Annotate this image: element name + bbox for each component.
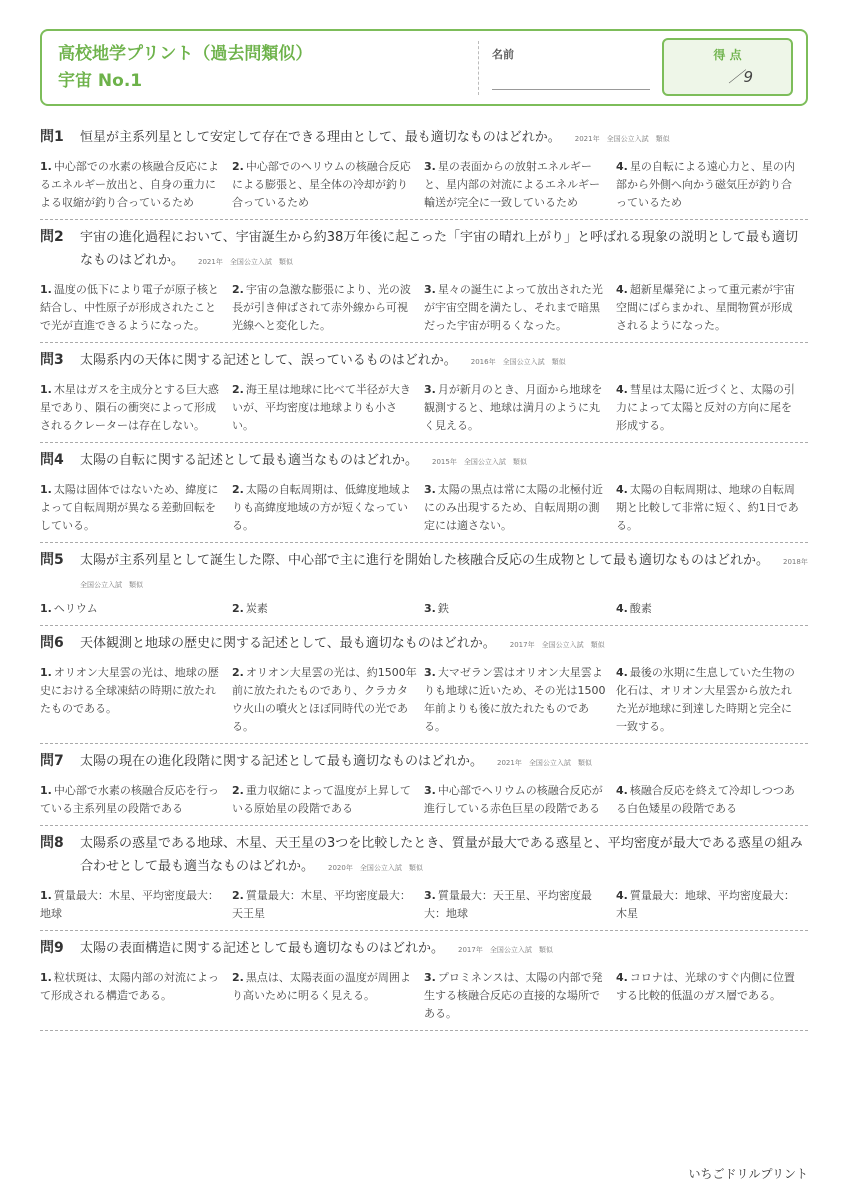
question-7 xyxy=(40,744,808,826)
footer-brand: いちごドリルプリント xyxy=(688,1167,808,1181)
choice-4[interactable] xyxy=(616,281,808,335)
choice-text: 重力収縮によって温度が上昇している原始星の段階である xyxy=(232,784,411,815)
choice-text: 黒点は、太陽表面の温度が周囲より高いために明るく見える。 xyxy=(232,971,411,1002)
choice-3[interactable] xyxy=(424,158,616,212)
choice-number: 3. xyxy=(424,784,436,797)
choice-text: 太陽の自転周期は、低緯度地域よりも高緯度地域の方が短くなっている。 xyxy=(232,483,411,532)
question-source: 2021年 全国公立入試 類似 xyxy=(497,759,592,767)
question-source: 2017年 全国公立入試 類似 xyxy=(458,946,553,954)
choice-text: オリオン大星雲の光は、地球の歴史における全球凍結の時期に放たれたものである。 xyxy=(40,666,219,715)
choice-1[interactable] xyxy=(40,158,232,212)
choice-text: 星の表面からの放射エネルギーと、星内部の対流によるエネルギー輸送が完全に一致しているため xyxy=(424,160,600,209)
choice-2[interactable] xyxy=(232,664,424,736)
choice-number: 1. xyxy=(40,483,52,496)
choice-text: 中心部でのヘリウムの核融合反応による膨張と、星全体の冷却が釣り合っているため xyxy=(232,160,411,209)
choice-1[interactable] xyxy=(40,969,232,1023)
worksheet-subtitle: 宇宙 No.1 xyxy=(58,71,143,91)
choice-3[interactable] xyxy=(424,281,616,335)
choice-number: 4. xyxy=(616,283,628,296)
name-label: 名前 xyxy=(492,48,514,61)
choice-4[interactable] xyxy=(616,887,808,923)
question-number: 問6 xyxy=(40,635,64,651)
question-source: 2015年 全国公立入試 類似 xyxy=(432,458,527,466)
question-number: 問9 xyxy=(40,940,64,956)
choice-list xyxy=(40,969,808,1023)
choice-2[interactable] xyxy=(232,969,424,1023)
worksheet-title: 高校地学プリント（過去問類似） xyxy=(58,44,313,64)
choice-4[interactable] xyxy=(616,664,808,736)
question-head xyxy=(40,226,808,272)
choice-text: 大マゼラン雲はオリオン大星雲よりも地球に近いため、その光は1500年前よりも後に放たれたものである。 xyxy=(424,666,606,733)
title-block xyxy=(58,41,312,95)
question-6 xyxy=(40,626,808,744)
choice-number: 4. xyxy=(616,784,628,797)
choice-list xyxy=(40,281,808,335)
choice-text: 質量最大：木星、平均密度最大：天王星 xyxy=(232,889,411,920)
question-9 xyxy=(40,931,808,1031)
question-source: 2018年 全国公立入試 類似 xyxy=(80,558,815,589)
choice-text: 宇宙の急激な膨張により、光の波長が引き伸ばされて赤外線から可視光線へと変化した。 xyxy=(232,283,411,332)
choice-2[interactable] xyxy=(232,481,424,535)
choice-text: 中心部で水素の核融合反応を行っている主系列星の段階である xyxy=(40,784,219,815)
choice-number: 3. xyxy=(424,971,436,984)
question-1 xyxy=(40,120,808,220)
choice-number: 2. xyxy=(232,784,244,797)
choice-3[interactable] xyxy=(424,969,616,1023)
choice-2[interactable] xyxy=(232,600,424,618)
choice-1[interactable] xyxy=(40,481,232,535)
choice-text: 太陽の自転周期は、地球の自転周期と比較して非常に短く、約1日である。 xyxy=(616,483,799,532)
question-head xyxy=(40,126,808,149)
question-number: 問4 xyxy=(40,452,64,468)
worksheet-header xyxy=(40,29,808,106)
choice-list xyxy=(40,381,808,435)
question-text: 太陽の現在の進化段階に関する記述として最も適切なものはどれか。 xyxy=(80,754,484,769)
question-text: 宇宙の進化過程において、宇宙誕生から約38万年後に起こった「宇宙の晴れ上がり」と呼ばれる現象の説明として最も適切なものはどれか。 xyxy=(80,230,799,268)
choice-text: 太陽は固体ではないため、緯度によって自転周期が異なる差動回転をしている。 xyxy=(40,483,219,532)
choice-1[interactable] xyxy=(40,600,232,618)
question-text: 太陽の表面構造に関する記述として最も適切なものはどれか。 xyxy=(80,941,445,956)
choice-list xyxy=(40,158,808,212)
choice-number: 1. xyxy=(40,602,52,615)
question-head xyxy=(40,750,808,773)
question-source: 2017年 全国公立入試 類似 xyxy=(509,641,605,649)
choice-number: 3. xyxy=(424,283,436,296)
choice-2[interactable] xyxy=(232,381,424,435)
choice-1[interactable] xyxy=(40,887,232,923)
question-source: 2016年 全国公立入試 類似 xyxy=(470,358,566,366)
choice-text: 月が新月のとき、月面から地球を観測すると、地球は満月のように丸く見える。 xyxy=(424,383,603,432)
question-source: 2021年 全国公立入試 類似 xyxy=(198,258,293,266)
question-head xyxy=(40,449,808,472)
name-field[interactable] xyxy=(492,89,650,90)
question-source: 2021年 全国公立入試 類似 xyxy=(574,135,670,143)
choice-3[interactable] xyxy=(424,600,616,618)
question-number: 問8 xyxy=(40,835,64,851)
choice-number: 2. xyxy=(232,971,244,984)
choice-number: 2. xyxy=(232,602,244,615)
choice-text: 星々の誕生によって放出された光が宇宙空間を満たし、それまで暗黒だった宇宙が明るくなった。 xyxy=(424,283,603,332)
question-head xyxy=(40,937,808,960)
choice-1[interactable] xyxy=(40,281,232,335)
choice-text: 質量最大：地球、平均密度最大：木星 xyxy=(616,889,795,920)
choice-number: 3. xyxy=(424,889,436,902)
score-label: 得 点 xyxy=(713,48,742,62)
question-3 xyxy=(40,343,808,443)
choice-list xyxy=(40,600,808,618)
choice-4[interactable] xyxy=(616,158,808,212)
question-2 xyxy=(40,220,808,343)
choice-number: 4. xyxy=(616,971,628,984)
question-text: 太陽の自転に関する記述として最も適当なものはどれか。 xyxy=(80,453,419,468)
choice-text: 炭素 xyxy=(245,602,268,615)
choice-number: 4. xyxy=(616,889,628,902)
choice-1[interactable] xyxy=(40,782,232,818)
question-head xyxy=(40,349,808,372)
choice-text: 温度の低下により電子が原子核と結合し、中性原子が形成されたことで光が直進できるようになった。 xyxy=(40,283,219,332)
choice-list xyxy=(40,887,808,923)
choice-number: 1. xyxy=(40,383,52,396)
choice-text: 鉄 xyxy=(437,602,449,615)
choice-4[interactable] xyxy=(616,481,808,535)
question-number: 問5 xyxy=(40,552,64,568)
choice-2[interactable] xyxy=(232,782,424,818)
choice-text: 彗星は太陽に近づくと、太陽の引力によって太陽と反対の方向に尾を形成する。 xyxy=(616,383,795,432)
question-text: 恒星が主系列星として安定して存在できる理由として、最も適切なものはどれか。 xyxy=(80,130,561,145)
choice-number: 1. xyxy=(40,160,52,173)
choice-text: 太陽の黒点は常に太陽の北極付近にのみ出現するため、自転周期の測定には適さない。 xyxy=(424,483,603,532)
choice-1[interactable] xyxy=(40,381,232,435)
choice-3[interactable] xyxy=(424,381,616,435)
question-number: 問2 xyxy=(40,229,64,245)
question-text: 太陽系内の天体に関する記述として、誤っているものはどれか。 xyxy=(80,353,457,368)
question-source: 2020年 全国公立入試 類似 xyxy=(328,864,423,872)
choice-number: 2. xyxy=(232,483,244,496)
choice-text: 星の自転による遠心力と、星の内部から外側へ向かう磁気圧が釣り合っているため xyxy=(616,160,795,209)
choice-text: 質量最大：木星、平均密度最大：地球 xyxy=(40,889,219,920)
choice-number: 1. xyxy=(40,666,52,679)
choice-number: 2. xyxy=(232,160,244,173)
choice-3[interactable] xyxy=(424,481,616,535)
question-text: 天体観測と地球の歴史に関する記述として、最も適切なものはどれか。 xyxy=(80,636,496,651)
choice-number: 2. xyxy=(232,383,244,396)
score-value: ／9 xyxy=(728,68,753,86)
choice-text: 木星はガスを主成分とする巨大惑星であり、隕石の衝突によって形成されるクレーターは存在しない。 xyxy=(40,383,219,432)
choice-text: ヘリウム xyxy=(53,602,98,615)
choice-4[interactable] xyxy=(616,381,808,435)
score-box xyxy=(662,38,793,96)
choice-list xyxy=(40,664,808,736)
choice-number: 1. xyxy=(40,784,52,797)
question-8 xyxy=(40,826,808,931)
choice-4[interactable] xyxy=(616,782,808,818)
choice-number: 4. xyxy=(616,160,628,173)
choice-3[interactable] xyxy=(424,887,616,923)
choice-number: 3. xyxy=(424,483,436,496)
choice-text: 粒状斑は、太陽内部の対流によって形成される構造である。 xyxy=(40,971,219,1002)
question-text: 太陽が主系列星として誕生した際、中心部で主に進行を開始した核融合反応の生成物として最も適切なものはどれか。 xyxy=(80,553,770,568)
choice-list xyxy=(40,782,808,818)
header-divider xyxy=(478,41,479,95)
question-list xyxy=(40,120,815,1031)
question-number: 問7 xyxy=(40,753,64,769)
question-number: 問3 xyxy=(40,352,64,368)
question-head xyxy=(40,632,808,655)
question-head xyxy=(40,549,815,591)
choice-number: 4. xyxy=(616,383,628,396)
choice-number: 2. xyxy=(232,666,244,679)
choice-list xyxy=(40,481,808,535)
choice-text: 核融合反応を終えて冷却しつつある白色矮星の段階である xyxy=(616,784,795,815)
choice-4[interactable] xyxy=(616,969,808,1023)
question-number: 問1 xyxy=(40,129,64,145)
choice-text: コロナは、光球のすぐ内側に位置する比較的低温のガス層である。 xyxy=(616,971,795,1002)
choice-2[interactable] xyxy=(232,281,424,335)
choice-text: 酸素 xyxy=(629,602,652,615)
choice-text: 最後の氷期に生息していた生物の化石は、オリオン大星雲から放たれた光が地球に到達した時期と完全に一致する。 xyxy=(616,666,795,733)
choice-2[interactable] xyxy=(232,158,424,212)
choice-text: 中心部での水素の核融合反応によるエネルギー放出と、自身の重力による収縮が釣り合っているため xyxy=(40,160,219,209)
choice-number: 3. xyxy=(424,602,436,615)
choice-text: プロミネンスは、太陽の内部で発生する核融合反応の直接的な場所である。 xyxy=(424,971,603,1020)
choice-number: 1. xyxy=(40,889,52,902)
choice-3[interactable] xyxy=(424,782,616,818)
choice-number: 3. xyxy=(424,383,436,396)
choice-number: 1. xyxy=(40,971,52,984)
choice-text: オリオン大星雲の光は、約1500年前に放たれたものであり、クラカタウ火山の噴火とほぼ同時代の光である。 xyxy=(232,666,417,733)
choice-text: 超新星爆発によって重元素が宇宙空間にばらまかれ、星間物質が形成されるようになった。 xyxy=(616,283,795,332)
choice-1[interactable] xyxy=(40,664,232,736)
question-text: 太陽系の惑星である地球、木星、天王星の3つを比較したとき、質量が最大である惑星と、平均密度が最大である惑星の組み合わせとして最も適当なものはどれか。 xyxy=(80,836,803,874)
choice-text: 質量最大：天王星、平均密度最大：地球 xyxy=(424,889,592,920)
choice-number: 3. xyxy=(424,160,436,173)
choice-3[interactable] xyxy=(424,664,616,736)
choice-number: 2. xyxy=(232,889,244,902)
choice-number: 4. xyxy=(616,602,628,615)
choice-number: 4. xyxy=(616,666,628,679)
choice-number: 1. xyxy=(40,283,52,296)
choice-number: 4. xyxy=(616,483,628,496)
choice-2[interactable] xyxy=(232,887,424,923)
question-head xyxy=(40,832,808,878)
question-4 xyxy=(40,443,808,543)
choice-number: 3. xyxy=(424,666,436,679)
choice-4[interactable] xyxy=(616,600,808,618)
choice-text: 中心部でヘリウムの核融合反応が進行している赤色巨星の段階である xyxy=(424,784,603,815)
question-5 xyxy=(40,543,815,626)
choice-text: 海王星は地球に比べて半径が大きいが、平均密度は地球よりも小さい。 xyxy=(232,383,411,432)
choice-number: 2. xyxy=(232,283,244,296)
